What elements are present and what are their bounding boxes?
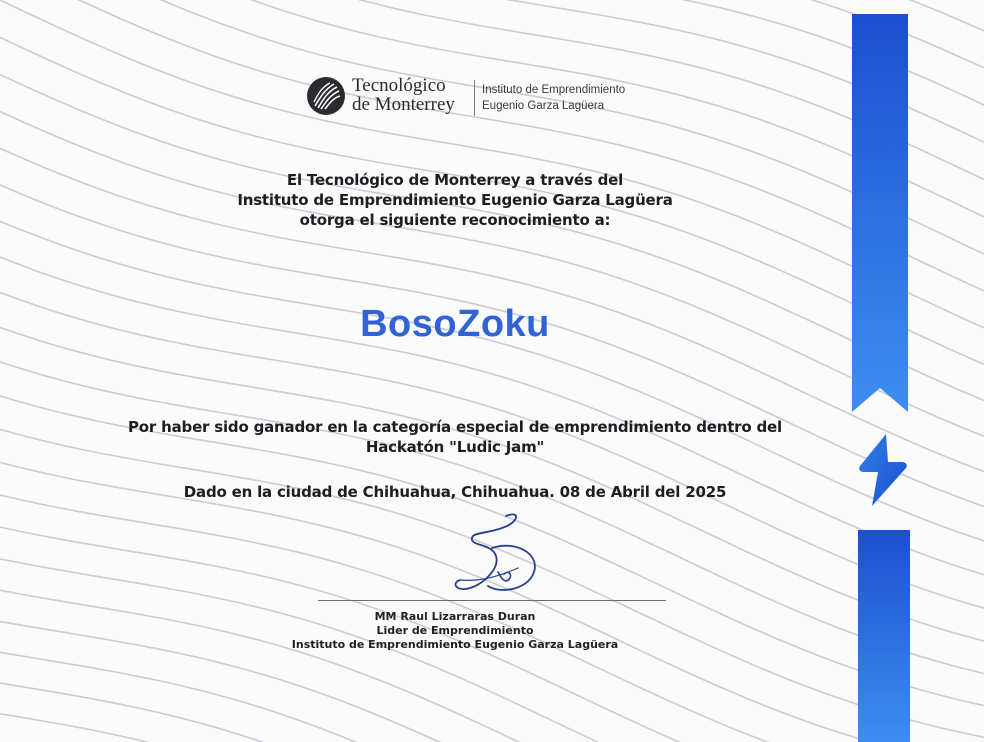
- signatory-institution: Instituto de Emprendimiento Eugenio Garza Lagüera: [291, 638, 619, 651]
- logo-divider: [474, 80, 475, 116]
- ribbon-decoration-top: [852, 14, 908, 412]
- wave-line: [0, 0, 984, 38]
- reason-line: Por haber sido ganador en la categoría especial de emprendimiento dentro del: [128, 418, 782, 436]
- wave-line: [0, 0, 984, 75]
- lightning-bolt-icon: [856, 432, 910, 508]
- institute-name: [482, 82, 652, 114]
- signatory-block: [0, 610, 910, 652]
- signatory-role: Lider de Emprendimiento: [376, 624, 534, 637]
- recipient-name: BosoZoku: [360, 303, 550, 345]
- signatory-name: MM Raul Lizarraras Duran: [374, 610, 536, 623]
- ribbon-decoration-bottom: [858, 530, 910, 742]
- logo-line-1: Tecnológico: [352, 75, 446, 96]
- logo-line-2: de Monterrey: [352, 94, 455, 115]
- issue-date-line: Dado en la ciudad de Chihuahua, Chihuahua. 08 de Abril del 2025: [183, 483, 727, 501]
- logo-wordmark: [352, 76, 472, 114]
- reason-line: Hackatón "Ludic Jam": [365, 438, 545, 456]
- wave-line: [0, 0, 984, 335]
- wave-line: [0, 711, 984, 742]
- intro-text: [0, 170, 910, 230]
- intro-line: Instituto de Emprendimiento Eugenio Garza Lagüera: [237, 191, 673, 209]
- institute-line-1: Instituto de Emprendimiento: [482, 84, 626, 96]
- institution-logo: [306, 74, 646, 126]
- award-reason: [0, 417, 910, 457]
- wave-line: [0, 680, 984, 742]
- handwritten-signature: [440, 510, 560, 598]
- signature-line: [318, 600, 666, 601]
- intro-line: El Tecnológico de Monterrey a través del: [286, 171, 624, 189]
- wave-line: [0, 0, 984, 1]
- tec-flame-logo-icon: [306, 76, 346, 116]
- institute-line-2: Eugenio Garza Lagüera: [482, 100, 605, 112]
- intro-line: otorga el siguiente reconocimiento a:: [299, 211, 611, 229]
